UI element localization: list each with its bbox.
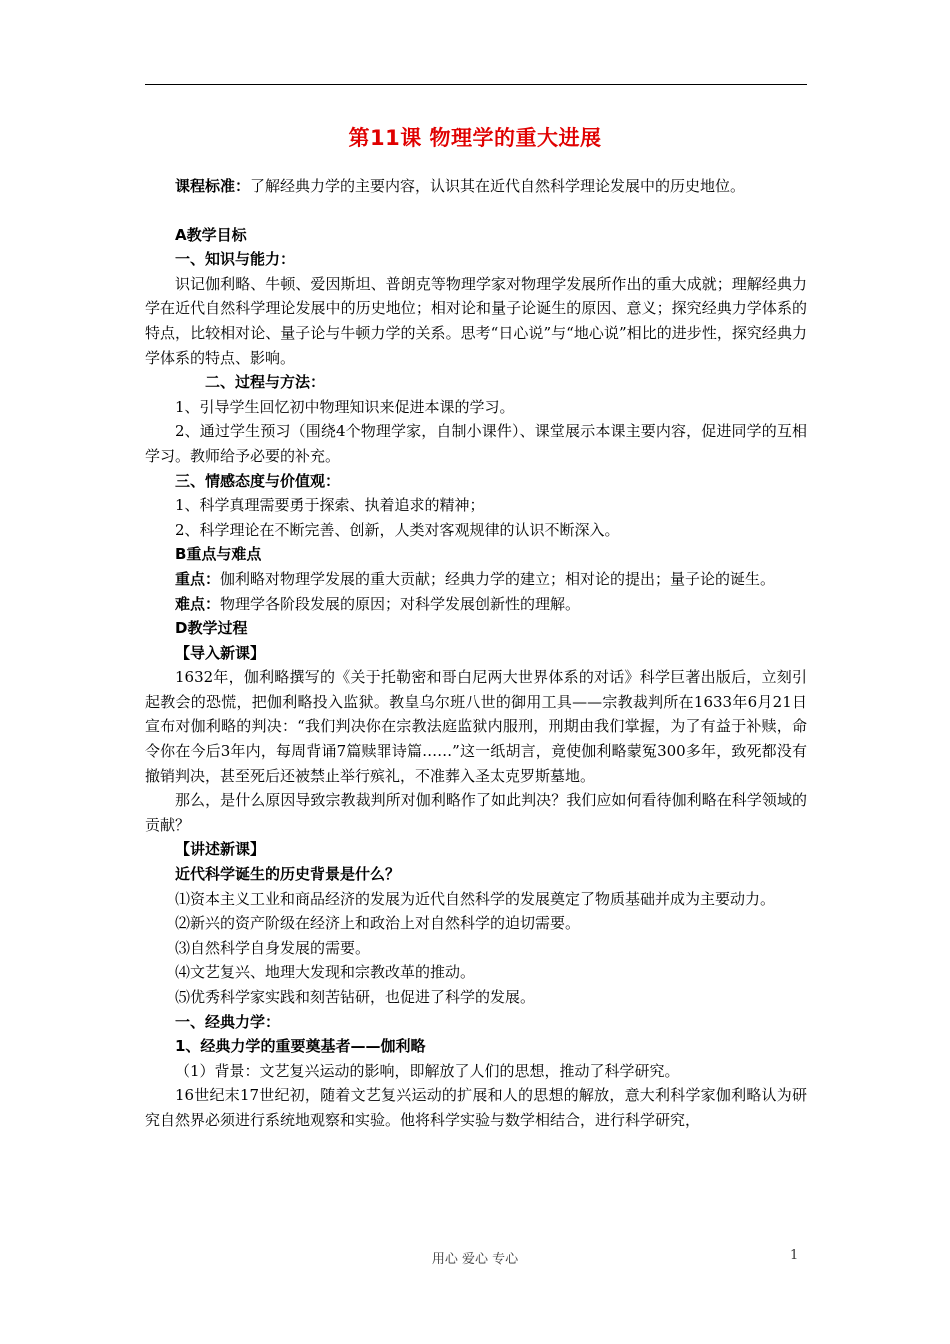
course-standard bbox=[145, 174, 807, 199]
background-item-3: ⑶自然科学自身发展的需要。 bbox=[175, 938, 371, 957]
course-standard-label: 课程标准： bbox=[175, 177, 251, 195]
difficulty-label: 难点： bbox=[175, 594, 221, 613]
subsection-galileo: 1、经典力学的重要奠基者——伽利略 bbox=[175, 1037, 426, 1056]
process-item-1: 1、引导学生回忆初中物理知识来促进本课的学习。 bbox=[175, 397, 515, 416]
header-rule bbox=[145, 84, 807, 85]
intro-paragraph-2: 那么，是什么原因导致宗教裁判所对伽利略作了如此判决？我们应如何看待伽利略在科学领域的贡献？ bbox=[145, 791, 807, 834]
procedure-heading: D教学过程 bbox=[175, 619, 248, 638]
page-number: 1 bbox=[790, 1248, 799, 1263]
key-point bbox=[145, 567, 807, 592]
key-point-text: 伽利略对物理学发展的重大贡献；经典力学的建立；相对论的提出；量子论的诞生。 bbox=[220, 569, 776, 588]
background-item-5: ⑸优秀科学家实践和刻苦钻研，也促进了科学的发展。 bbox=[175, 988, 536, 1006]
difficulty-point bbox=[145, 592, 807, 617]
lecture-heading: 【讲述新课】 bbox=[175, 840, 266, 859]
galileo-paragraph: 16世纪末17世纪初，随着文艺复兴运动的扩展和人的思想的解放，意大利科学家伽利略认为研究自然界必须进行系统地观察和实验。他将科学实验与数学相结合，进行科学研究， bbox=[145, 1086, 807, 1129]
knowledge-text: 识记伽利略、牛顿、爱因斯坦、普朗克等物理学家对物理学发展所作出的重大成就；理解经典力学在近代自然科学理论发展中的历史地位；相对论和量子论诞生的原因、意义；探究经典力学体系的特点，比较相对论、量子论与牛顿力学的关系。思考“日心说”与“地心说”相比的进步性，探究经典力学体系的特点、影响。 bbox=[145, 274, 807, 367]
background-item-4: ⑷文艺复兴、地理大发现和宗教改革的推动。 bbox=[175, 963, 476, 982]
goals-heading: A教学目标 bbox=[175, 225, 247, 244]
intro-heading: 【导入新课】 bbox=[175, 643, 266, 662]
section-classical-mechanics: 一、经典力学： bbox=[175, 1012, 281, 1031]
emotion-item-1: 1、科学真理需要勇于探索、执着追求的精神； bbox=[175, 496, 485, 515]
knowledge-heading: 一、知识与能力： bbox=[175, 250, 296, 269]
background-item-2: ⑵新兴的资产阶级在经济上和政治上对自然科学的迫切需要。 bbox=[175, 914, 581, 933]
lecture-question: 近代科学诞生的历史背景是什么？ bbox=[175, 865, 401, 884]
galileo-background: （1）背景：文艺复兴运动的影响，即解放了人们的思想，推动了科学研究。 bbox=[175, 1061, 680, 1080]
process-item-2: 2、通过学生预习（围绕4个物理学家，自制小课件）、课堂展示本课主要内容，促进同学的互相学习。教师给予必要的补充。 bbox=[145, 422, 807, 465]
process-heading: 二、过程与方法： bbox=[205, 373, 326, 392]
emotion-heading: 三、情感态度与价值观： bbox=[175, 471, 341, 490]
page-title: 第11课 物理学的重大进展 bbox=[348, 126, 602, 150]
footer-motto: 用心 爱心 专心 bbox=[431, 1252, 519, 1267]
emotion-item-2: 2、科学理论在不断完善、创新，人类对客观规律的认识不断深入。 bbox=[175, 520, 620, 539]
key-heading: B重点与难点 bbox=[175, 545, 262, 564]
intro-paragraph-1: 1632年，伽利略撰写的《关于托勒密和哥白尼两大世界体系的对话》科学巨著出版后，立刻引起教会的恐慌，把伽利略投入监狱。教皇乌尔班八世的御用工具——宗教裁判所在1633年6月21日宣布对伽利略的判决：“我们判决你在宗教法庭监狱内服刑，刑期由我们掌握，为了有益于补赎，命令你在今后3年内，每周背诵7篇赎罪诗篇……”这一纸胡言，竟使伽利略蒙冤300多年，致死都没有撤销判决，甚至死后还被禁止举行殡礼，不准葬入圣太克罗斯墓地。 bbox=[145, 668, 807, 785]
difficulty-text: 物理学各阶段发展的原因；对科学发展创新性的理解。 bbox=[220, 594, 581, 613]
course-standard-text: 了解经典力学的主要内容，认识其在近代自然科学理论发展中的历史地位。 bbox=[250, 177, 746, 195]
key-point-label: 重点： bbox=[175, 569, 221, 588]
document-body bbox=[145, 174, 807, 1133]
background-item-1: ⑴资本主义工业和商品经济的发展为近代自然科学的发展奠定了物质基础并成为主要动力。 bbox=[175, 889, 776, 908]
